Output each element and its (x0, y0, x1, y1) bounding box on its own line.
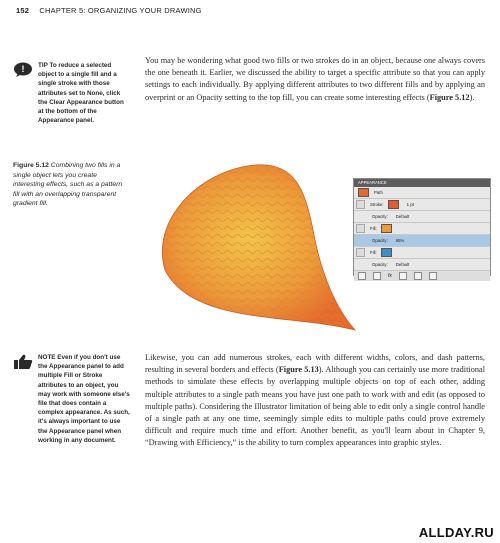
row-label: Fill: (370, 250, 377, 255)
para2-text: Likewise, you can add numerous strokes, each with different widths, colors, and dash patterns, resulting in several borders and effects ( (145, 353, 485, 375)
note-body: Even if you don't use the Appearance panel to add multiple Fill or Stroke attributes to an object, you may work with someone else's file that does contain a complex appearance. As such, it's always important to use the Appearance panel when working in any document. (38, 354, 130, 444)
caption-label: Figure 5.12 (13, 162, 49, 169)
row-value: 65% (395, 238, 405, 243)
row-label: Opacity: (372, 238, 388, 243)
panel-row-opacity[interactable] (354, 259, 490, 271)
panel-row-fill[interactable] (354, 247, 490, 259)
panel-footer (354, 271, 490, 281)
fill-swatch[interactable] (381, 248, 392, 257)
figure-caption (13, 161, 129, 209)
panel-title: APPEARANCE (354, 179, 490, 187)
new-fill-icon[interactable] (373, 272, 381, 280)
panel-row-path[interactable] (354, 187, 490, 199)
panel-row-opacity[interactable] (354, 211, 490, 223)
stroke-swatch[interactable] (388, 200, 399, 209)
row-label: Fill: (370, 226, 377, 231)
page-number: 152 (16, 6, 30, 15)
watermark: ALLDAY.RU (418, 525, 494, 540)
row-label: Stroke: (370, 202, 384, 207)
tip-body: To reduce a selected object to a single fill and a single stroke with those attributes set to None, click the Clear Appearance button at the bottom of the Appearance panel. (38, 62, 124, 125)
path-thumbnail (358, 188, 369, 197)
new-stroke-icon[interactable] (358, 272, 366, 280)
eye-icon[interactable] (356, 248, 365, 257)
note-sidebar (38, 353, 130, 445)
appearance-panel (353, 178, 491, 279)
panel-row-stroke[interactable] (354, 199, 490, 211)
figure-leaf-illustration (145, 160, 360, 335)
svg-text:!: ! (21, 64, 25, 74)
page-header (16, 6, 486, 20)
eye-icon[interactable] (356, 224, 365, 233)
figure-reference: Figure 5.12 (429, 92, 470, 102)
fx-icon[interactable]: fx (388, 273, 392, 279)
duplicate-icon[interactable] (414, 272, 422, 280)
row-value: 1 pt (406, 202, 414, 207)
row-label: Opacity: (372, 214, 388, 219)
caption-text: Combining two fills in a single object lets you create interesting effects, such as a pattern fill with an overlapping transparent gradient fill. (13, 162, 123, 208)
chapter-title: CHAPTER 5: ORGANIZING YOUR DRAWING (39, 6, 202, 15)
panel-row-fill[interactable] (354, 223, 490, 235)
thumbs-up-icon (13, 354, 33, 370)
row-value: Default (395, 262, 410, 267)
para1-text: You may be wondering what good two fills or two strokes do in an object, because one always covers the one beneath it. Earlier, we discussed the ability to target a specific attribute so that you can apply settings to each individually. By applying different attributes to two different fills and by applying an overprint or an Opacity setting to the top fill, you can create some interesting effects ( (145, 56, 485, 102)
eye-icon[interactable] (356, 200, 365, 209)
speech-bubble-icon (13, 62, 33, 78)
row-value: Default (395, 214, 410, 219)
figure-reference: Figure 5.13 (278, 365, 319, 375)
body-paragraph-1 (145, 55, 485, 104)
tip-label: TIP (38, 62, 48, 69)
panel-row-opacity-selected[interactable] (354, 235, 490, 247)
row-label: Path (374, 190, 383, 195)
body-paragraph-2 (145, 352, 485, 450)
trash-icon[interactable] (429, 272, 437, 280)
tip-sidebar (38, 61, 130, 125)
para2-end: ). Although you can certainly use more traditional methods to simulate these effects by overlapping multiple objects on top of each other, adding multiple attributes to a single path means you have just one path to work with and edit (as opposed to multiple paths). Considering the Illustrator limitation of being able to edit only a single control handle of a single path at any one time, seemingly simple edits to multiple paths could prove extremely difficult and require much time and effort. Another benefit, as you'll learn about in Chapter 9, “Drawing with Efficiency,” is the ability to turn complex appearances into graphic styles. (145, 365, 485, 448)
fill-swatch[interactable] (381, 224, 392, 233)
note-label: NOTE (38, 354, 56, 361)
para1-end: ). (469, 92, 475, 102)
row-label: Opacity: (372, 262, 388, 267)
clear-appearance-icon[interactable] (399, 272, 407, 280)
